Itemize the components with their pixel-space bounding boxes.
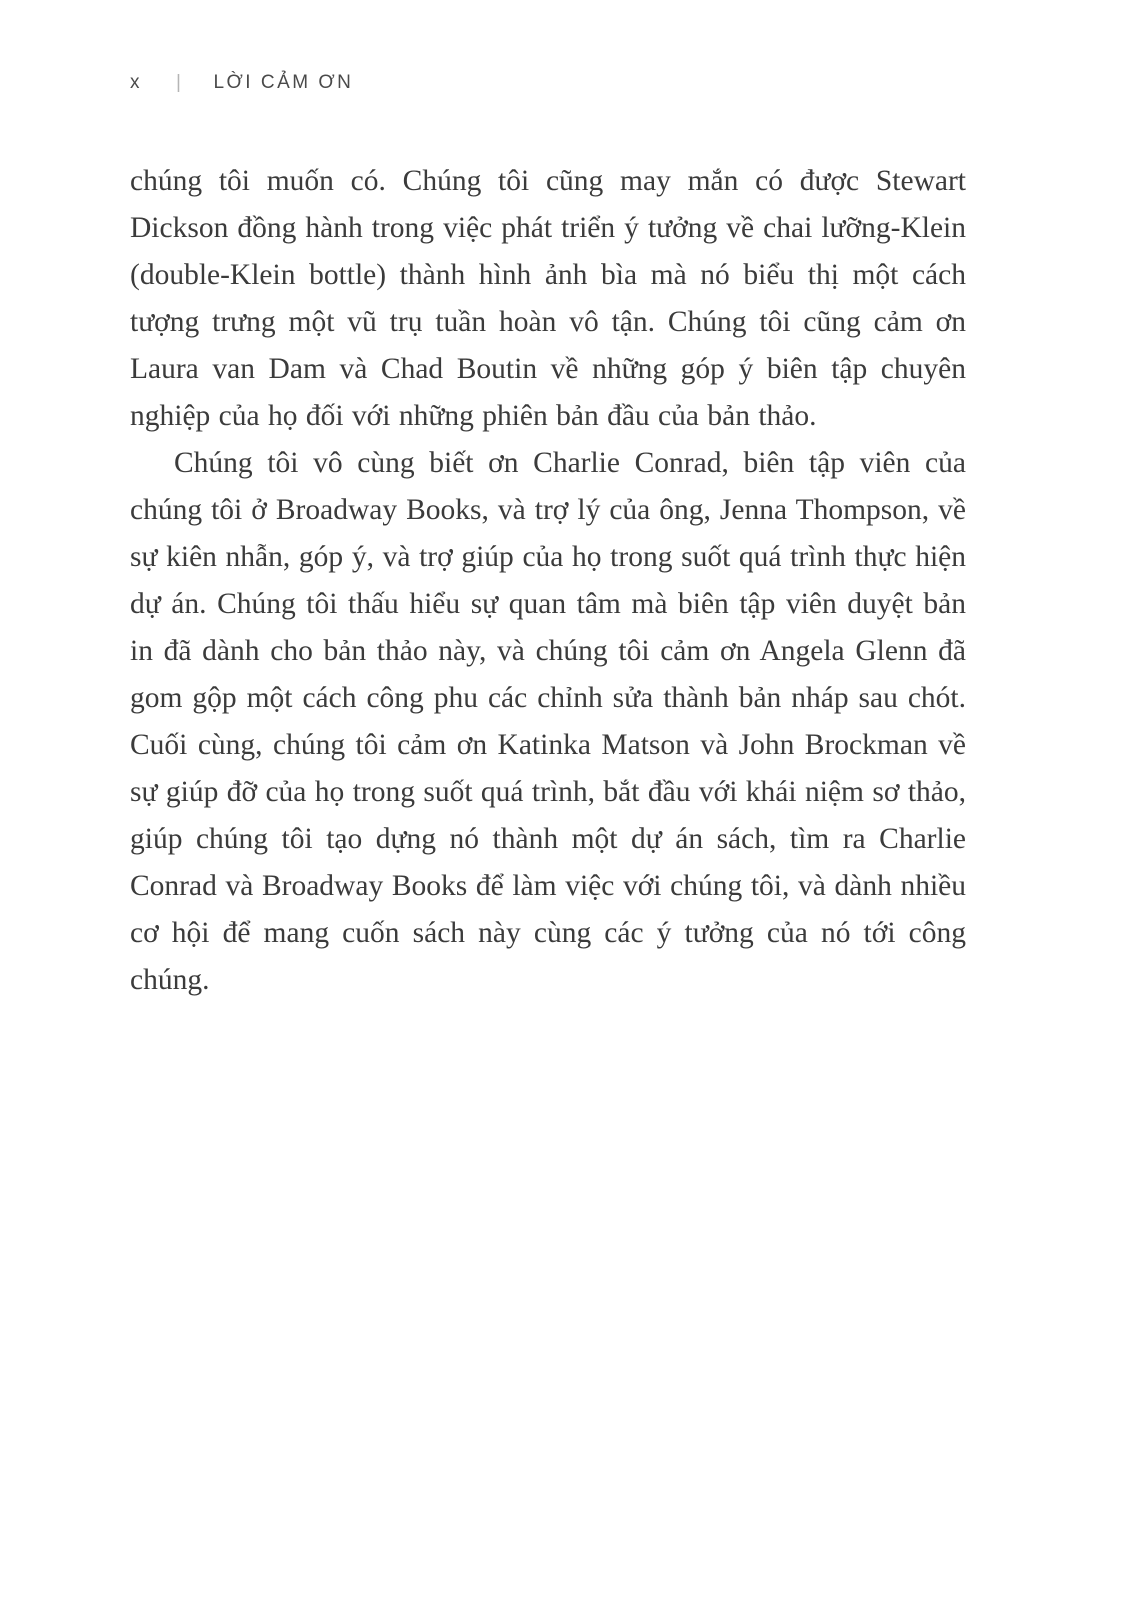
- page-number: x: [130, 72, 142, 93]
- paragraph: chúng tôi muốn có. Chúng tôi cũng may mắn có được Stewart Dickson đồng hành trong việc phát triển ý tưởng về chai lưỡng-Klein (double-Klein bottle) thành hình ảnh bìa mà nó biểu thị một cách tượng trưng một vũ trụ tuần hoàn vô tận. Chúng tôi cũng cảm ơn Laura van Dam và Chad Boutin về những góp ý biên tập chuyên nghiệp của họ đối với những phiên bản đầu của bản thảo.: [130, 165, 966, 432]
- body-text: [130, 158, 966, 1004]
- header-separator: |: [176, 72, 184, 93]
- paragraph: Chúng tôi vô cùng biết ơn Charlie Conrad, biên tập viên của chúng tôi ở Broadway Books, và trợ lý của ông, Jenna Thompson, về sự kiên nhẫn, góp ý, và trợ giúp của họ trong suốt quá trình thực hiện dự án. Chúng tôi thấu hiểu sự quan tâm mà biên tập viên duyệt bản in đã dành cho bản thảo này, và chúng tôi cảm ơn Angela Glenn đã gom gộp một cách công phu các chỉnh sửa thành bản nháp sau chót. Cuối cùng, chúng tôi cảm ơn Katinka Matson và John Brockman về sự giúp đỡ của họ trong suốt quá trình, bắt đầu với khái niệm sơ thảo, giúp chúng tôi tạo dựng nó thành một dự án sách, tìm ra Charlie Conrad và Broadway Books để làm việc với chúng tôi, và dành nhiều cơ hội để mang cuốn sách này cùng các ý tưởng của nó tới công chúng.: [130, 447, 966, 996]
- chapter-title: LỜI CẢM ƠN: [213, 72, 354, 93]
- running-header: [130, 72, 966, 94]
